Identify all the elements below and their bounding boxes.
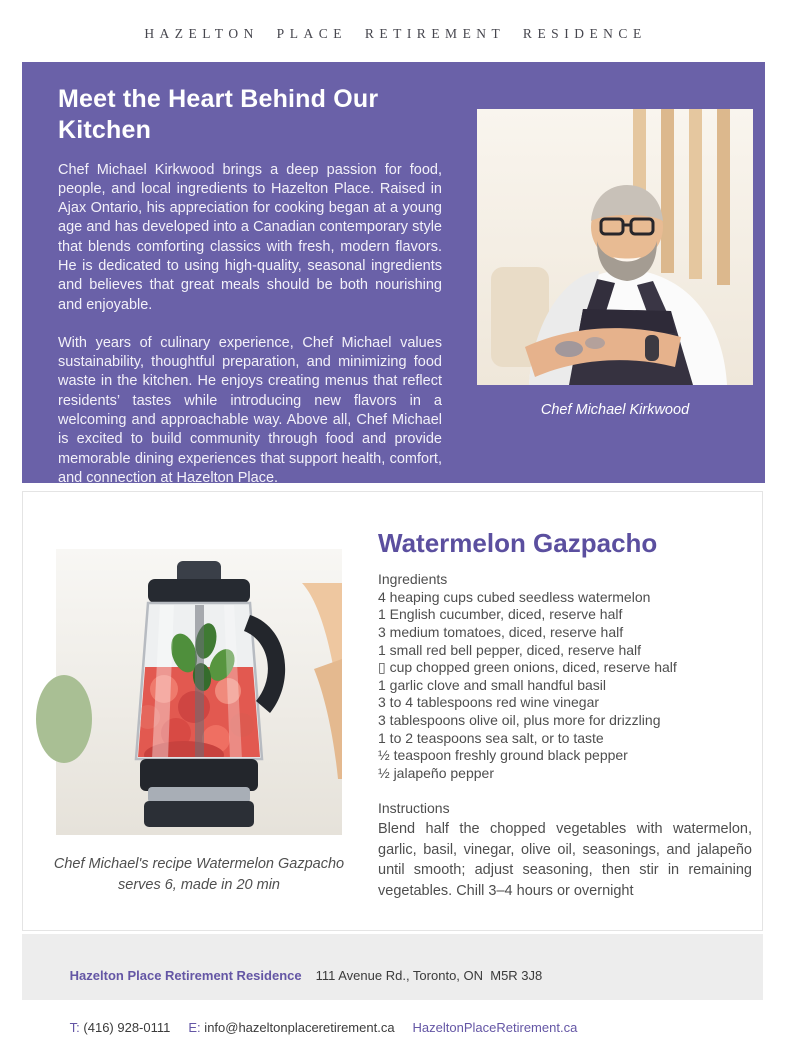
ingredient-line: 4 heaping cups cubed seedless watermelon bbox=[378, 588, 651, 605]
hero-title: Meet the Heart Behind Our Kitchen bbox=[58, 85, 379, 145]
footer-address: 111 Avenue Rd., Toronto, ON M5R 3J8 bbox=[315, 968, 543, 983]
chef-photo-illustration bbox=[477, 109, 753, 385]
ingredient-line: ½ teaspoon freshly ground black pepper bbox=[378, 747, 628, 764]
footer bbox=[22, 934, 763, 1035]
blender-photo bbox=[56, 549, 342, 835]
blender-photo-illustration bbox=[56, 549, 342, 835]
blender-caption-line2: serves 6, made in 20 min bbox=[118, 877, 280, 893]
footer-website-link[interactable]: HazeltonPlaceRetirement.ca bbox=[412, 1020, 578, 1035]
ingredient-line: 3 medium tomatoes, diced, reserve half bbox=[378, 623, 624, 640]
recipe-body bbox=[378, 528, 752, 901]
ingredient-line: 3 tablespoons olive oil, plus more for drizzling bbox=[378, 711, 661, 728]
blender-photo-caption bbox=[39, 854, 359, 896]
footer-line-1 bbox=[48, 953, 763, 998]
recipe-section bbox=[22, 491, 763, 931]
ingredient-line: 1 small red bell pepper, diced, reserve half bbox=[378, 641, 642, 658]
masthead-title: HAZELTON PLACE RETIREMENT RESIDENCE bbox=[144, 26, 647, 41]
chef-photo-caption: Chef Michael Kirkwood bbox=[540, 402, 690, 418]
hero-text-column bbox=[58, 84, 442, 507]
chef-photo bbox=[477, 109, 753, 385]
footer-residence-name: Hazelton Place Retirement Residence bbox=[69, 968, 302, 983]
footer-phone-label: T: bbox=[69, 1020, 80, 1035]
hero-paragraph: Chef Michael Kirkwood brings a deep passion for food, people, and local ingredients to Hazelton Place. Raised in Ajax Ontario, his appreciation for cooking began at a young age and has developed into a Canadian contemporary style that blends comforting classics with fresh, modern flavors. He is dedicated to using high-quality, seasonal ingredients and believes that great meals should be both nourishing and enjoyable. bbox=[58, 161, 442, 313]
chef-hero-section bbox=[22, 62, 765, 486]
footer-phone: (416) 928-0111 bbox=[79, 1020, 171, 1035]
ingredient-line: 1 to 2 teaspoons sea salt, or to taste bbox=[378, 729, 604, 746]
ingredient-line: 3 to 4 tablespoons red wine vinegar bbox=[378, 694, 600, 711]
footer-email: info@hazeltonplaceretirement.ca bbox=[200, 1020, 395, 1035]
ingredient-line: ½ jalapeño pepper bbox=[378, 764, 494, 781]
ingredient-line: 1 English cucumber, diced, reserve half bbox=[378, 606, 623, 623]
ingredients-label: Ingredients bbox=[378, 571, 448, 588]
hero-paragraph: With years of culinary experience, Chef Michael values sustainability, thoughtful preparation, and minimizing food waste in the kitchen. He enjoys creating menus that reflect residents’ tastes while introducing new flavors in a welcoming and approachable way. Above all, Chef Michael is excited to build community through food and provide memorable dining experiences that support health, comfort, and connection at Hazelton Place. bbox=[58, 334, 442, 486]
recipe-title: Watermelon Gazpacho bbox=[378, 528, 658, 558]
instructions-text: Blend half the chopped vegetables with watermelon, garlic, basil, vinegar, olive oil, seasonings, and jalapeño until smooth; adjust seasoning, then stir in remaining vegetables. Chill 3–4 hours or overnight bbox=[378, 821, 752, 899]
ingredient-line: 1 garlic clove and small handful basil bbox=[378, 676, 607, 693]
blender-caption-line1: Chef Michael's recipe Watermelon Gazpacho bbox=[53, 856, 345, 872]
instructions-label: Instructions bbox=[378, 800, 450, 817]
footer-email-label: E: bbox=[188, 1020, 201, 1035]
footer-line-2 bbox=[48, 1005, 763, 1050]
ingredient-line: ▯ cup chopped green onions, diced, reserve half bbox=[378, 659, 677, 676]
